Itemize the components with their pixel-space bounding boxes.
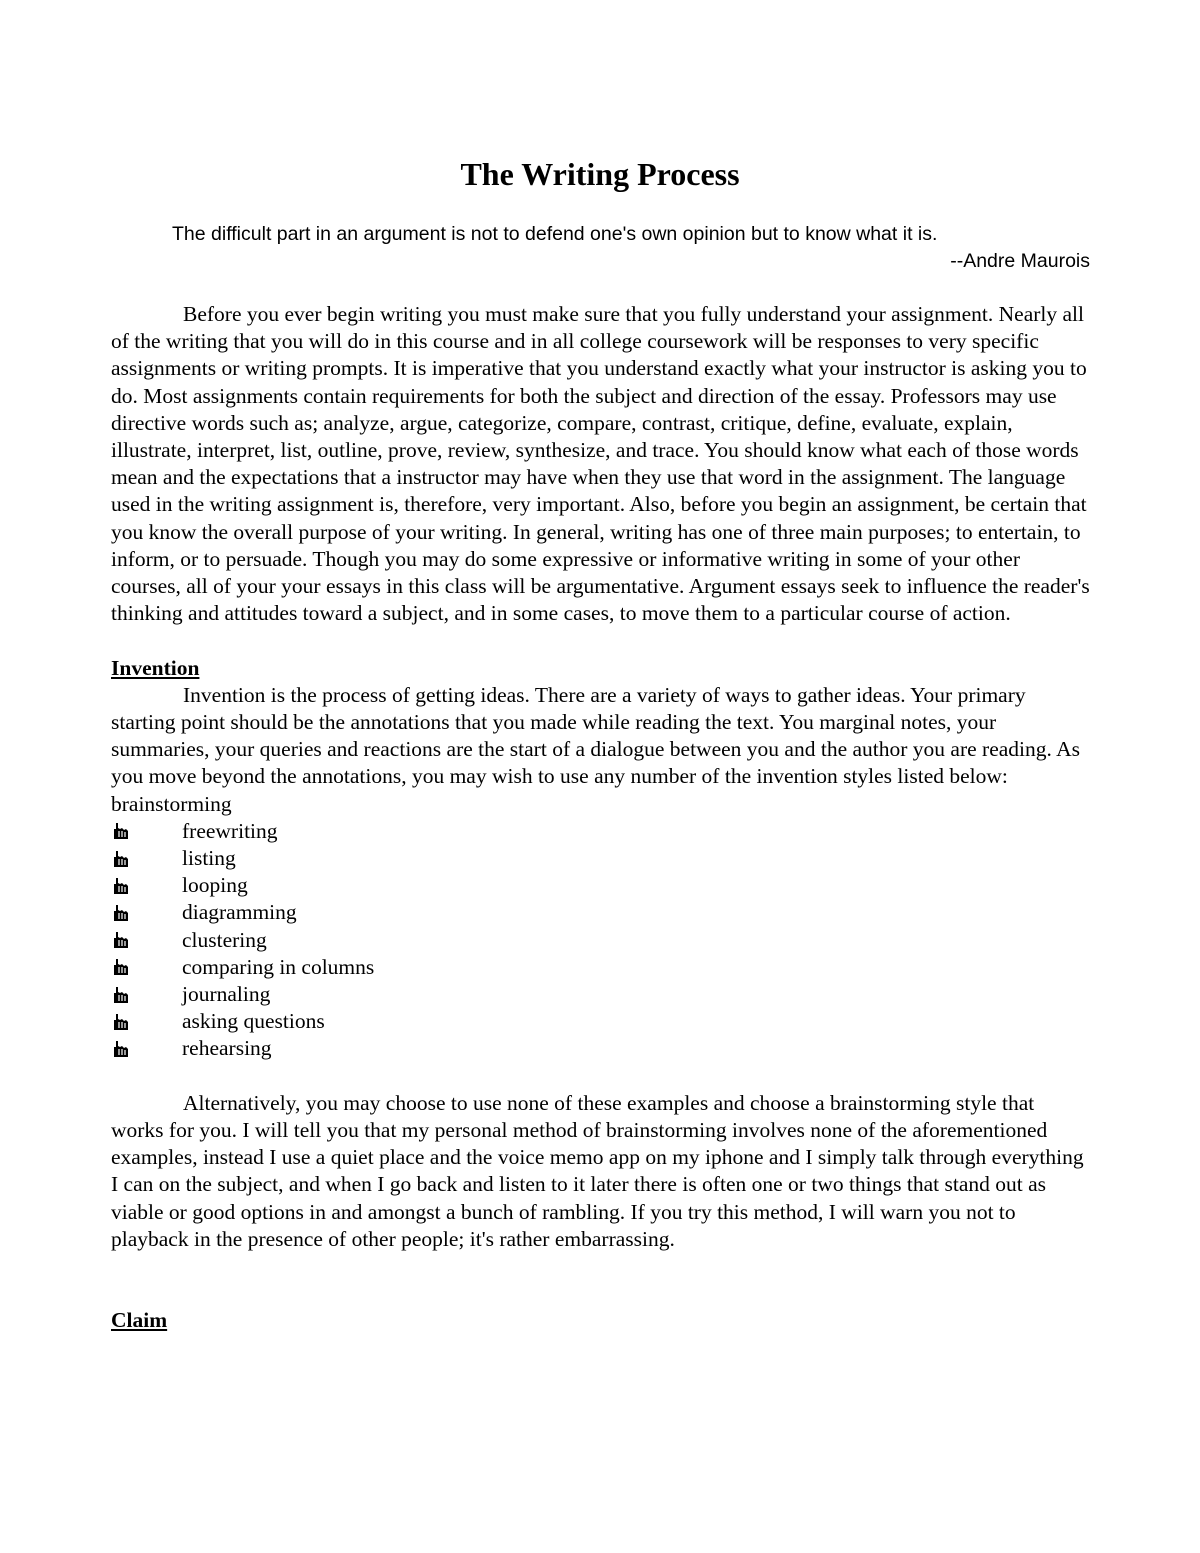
spacer <box>111 1253 1091 1307</box>
section-heading-claim: Claim <box>111 1308 168 1333</box>
list-item <box>111 954 1091 981</box>
list-item-label: listing <box>182 846 236 871</box>
list-item-label: rehearsing <box>182 1036 272 1061</box>
list-item <box>111 927 1091 954</box>
pointing-hand-icon <box>111 1013 182 1031</box>
invention-paragraph: Invention is the process of getting ideas. There are a variety of ways to gather ideas. Your primary starting point should be the annotations that you made while reading the text. You marginal notes, your summaries, your queries and reactions are the start of a dialogue between you and the author you are reading. As you move beyond the annotations, you may wish to use any number of the invention styles listed below: <box>111 682 1080 789</box>
list-item-label: comparing in columns <box>182 954 375 979</box>
epigraph-author: --Andre Maurois <box>950 250 1090 272</box>
pointing-hand-icon <box>111 1040 182 1058</box>
epigraph <box>100 221 1090 275</box>
pointing-hand-icon <box>111 958 182 976</box>
list-item <box>111 1008 1091 1035</box>
spacer <box>111 627 1091 654</box>
pointing-hand-icon <box>111 904 182 922</box>
list-item <box>111 818 1091 845</box>
list-item-label: journaling <box>182 981 271 1006</box>
spacer <box>111 1063 1091 1090</box>
list-item-label: asking questions <box>182 1009 325 1034</box>
invention-styles-list <box>111 818 1091 1063</box>
list-item <box>111 981 1091 1008</box>
pointing-hand-icon <box>111 931 182 949</box>
invention-first-item: brainstorming <box>111 791 232 816</box>
pointing-hand-icon <box>111 850 182 868</box>
epigraph-quote: The difficult part in an argument is not to defend one's own opinion but to know what it is. <box>172 223 938 245</box>
pointing-hand-icon <box>111 877 182 895</box>
list-item <box>111 872 1091 899</box>
page-title: The Writing Process <box>460 156 740 192</box>
list-item <box>111 899 1091 926</box>
section-heading-invention: Invention <box>111 655 200 680</box>
document-body <box>111 301 1091 1335</box>
pointing-hand-icon <box>111 822 182 840</box>
list-item-label: diagramming <box>182 900 297 925</box>
pointing-hand-icon <box>111 986 182 1004</box>
list-item <box>111 845 1091 872</box>
brainstorming-paragraph: Alternatively, you may choose to use none of these examples and choose a brainstorming style that works for you. I will tell you that my personal method of brainstorming involves none of the aforementioned examples, instead I use a quiet place and the voice memo app on my iphone and I simply talk through everything I can on the subject, and when I go back and listen to it later there is often one or two things that stand out as viable or good options in and amongst a bunch of rambling. If you try this method, I will warn you not to playback in the presence of other people; it's rather embarrassing. <box>111 1090 1084 1251</box>
list-item <box>111 1035 1091 1062</box>
list-item-label: looping <box>182 873 248 898</box>
list-item-label: freewriting <box>182 818 278 843</box>
list-item-label: clustering <box>182 927 267 952</box>
intro-paragraph: Before you ever begin writing you must make sure that you fully understand your assignment. Nearly all of the writing that you will do in this course and in all college coursework will be responses to very specific assignments or writing prompts. It is imperative that you understand exactly what your instructor is asking you to do. Most assignments contain requirements for both the subject and direction of the essay. Professors may use directive words such as; analyze, argue, categorize, compare, contrast, critique, define, evaluate, explain, illustrate, interpret, list, outline, prove, review, synthesize, and trace. You should know what each of those words mean and the expectations that a instructor may have when they use that word in the assignment. The language used in the writing assignment is, therefore, very important. Also, before you begin an assignment, be certain that you know the overall purpose of your writing. In general, writing has one of three main purposes; to entertain, to inform, or to persuade. Though you may do some expressive or informative writing in some of your other courses, all of your your essays in this class will be argumentative. Argument essays seek to influence the reader's thinking and attitudes toward a subject, and in some cases, to move them to a particular course of action. <box>111 302 1090 626</box>
